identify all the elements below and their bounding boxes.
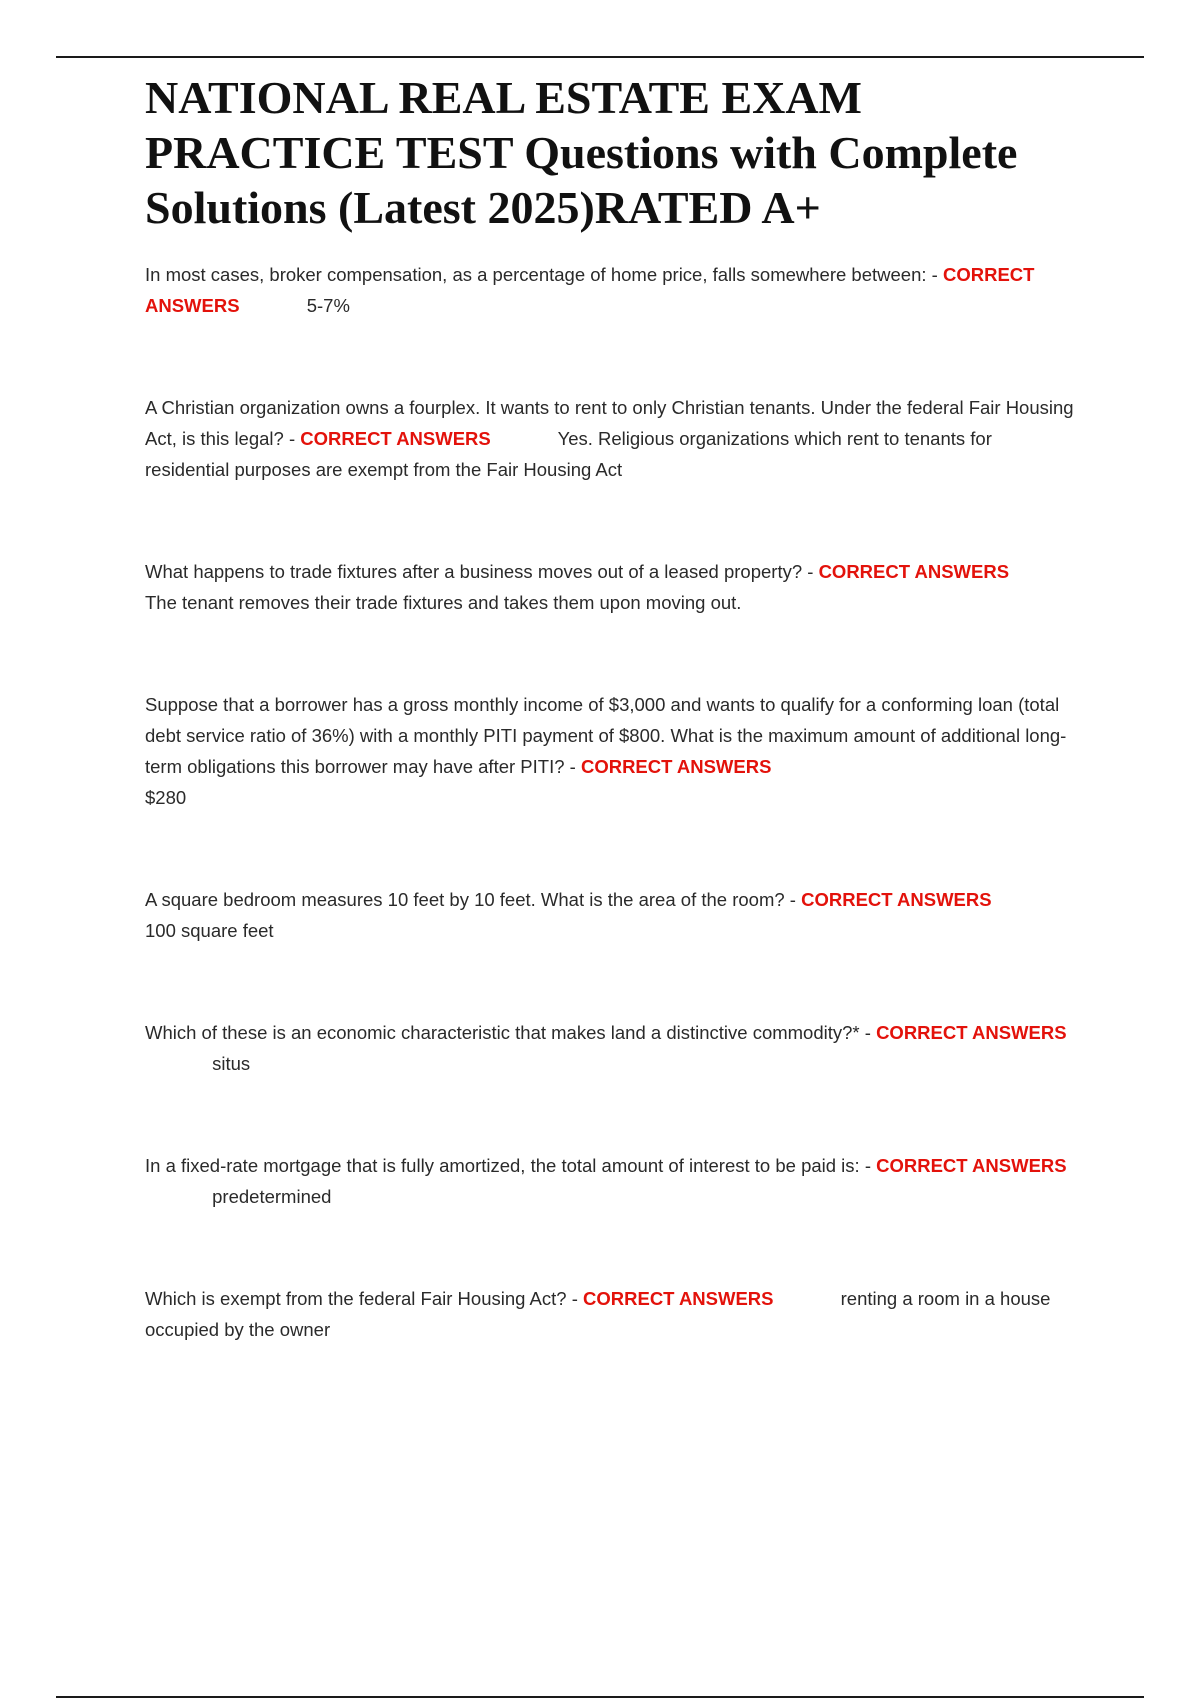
qa-item bbox=[145, 689, 1080, 813]
qa-item bbox=[145, 1283, 1080, 1345]
bottom-rule bbox=[56, 1696, 1144, 1698]
correct-answers-label: CORRECT ANSWERS bbox=[583, 1288, 774, 1309]
correct-answers-label: CORRECT ANSWERS bbox=[876, 1155, 1067, 1176]
question-text: A Christian organization owns a fourplex. It wants to rent to only Christian tenants. Under the federal Fair Housing Act, is this legal? - bbox=[145, 397, 1074, 449]
question-text: Suppose that a borrower has a gross monthly income of $3,000 and wants to qualify for a conforming loan (total debt service ratio of 36%) with a monthly PITI payment of $800. What is the maximum amount of additional long-term obligations this borrower may have after PITI? - bbox=[145, 694, 1067, 777]
qa-item bbox=[145, 1150, 1080, 1212]
answer-text: renting a room in a house occupied by the owner bbox=[145, 1288, 1051, 1340]
qa-item bbox=[145, 556, 1080, 618]
correct-answers-label: CORRECT ANSWERS bbox=[801, 889, 992, 910]
question-text: A square bedroom measures 10 feet by 10 feet. What is the area of the room? - bbox=[145, 889, 796, 910]
correct-answers-label: CORRECT ANSWERS bbox=[818, 561, 1010, 582]
answer-text: $280 bbox=[145, 787, 187, 808]
correct-answers-label: CORRECT ANSWERS bbox=[580, 756, 772, 777]
correct-answers-label: CORRECT ANSWERS bbox=[300, 428, 491, 449]
answer-text: situs bbox=[212, 1053, 251, 1074]
question-text: Which of these is an economic characteristic that makes land a distinctive commodity?* - bbox=[145, 1022, 871, 1043]
qa-item bbox=[145, 884, 1080, 946]
question-text: In most cases, broker compensation, as a percentage of home price, falls somewhere between: - bbox=[145, 264, 938, 285]
question-text: Which is exempt from the federal Fair Housing Act? - bbox=[145, 1288, 578, 1309]
answer-text: 100 square feet bbox=[145, 920, 274, 941]
qa-item bbox=[145, 1017, 1080, 1079]
question-text: What happens to trade fixtures after a business moves out of a leased property? - bbox=[145, 561, 814, 582]
qa-item bbox=[145, 392, 1080, 485]
correct-answers-label: CORRECT ANSWERS bbox=[145, 264, 1035, 316]
document-title: NATIONAL REAL ESTATE EXAM PRACTICE TEST Questions with Complete Solutions (Latest 2025)RATED A+ bbox=[145, 72, 1018, 233]
document-body bbox=[145, 70, 1080, 1345]
question-text: In a fixed-rate mortgage that is fully amortized, the total amount of interest to be paid is: - bbox=[145, 1155, 871, 1176]
answer-text: Yes. Religious organizations which rent to tenants for residential purposes are exempt from the Fair Housing Act bbox=[145, 428, 992, 480]
correct-answers-label: CORRECT ANSWERS bbox=[876, 1022, 1067, 1043]
answer-text: 5-7% bbox=[306, 295, 350, 316]
top-rule bbox=[56, 56, 1144, 58]
qa-item bbox=[145, 259, 1080, 321]
answer-text: The tenant removes their trade fixtures and takes them upon moving out. bbox=[145, 592, 742, 613]
answer-text: predetermined bbox=[212, 1186, 332, 1207]
